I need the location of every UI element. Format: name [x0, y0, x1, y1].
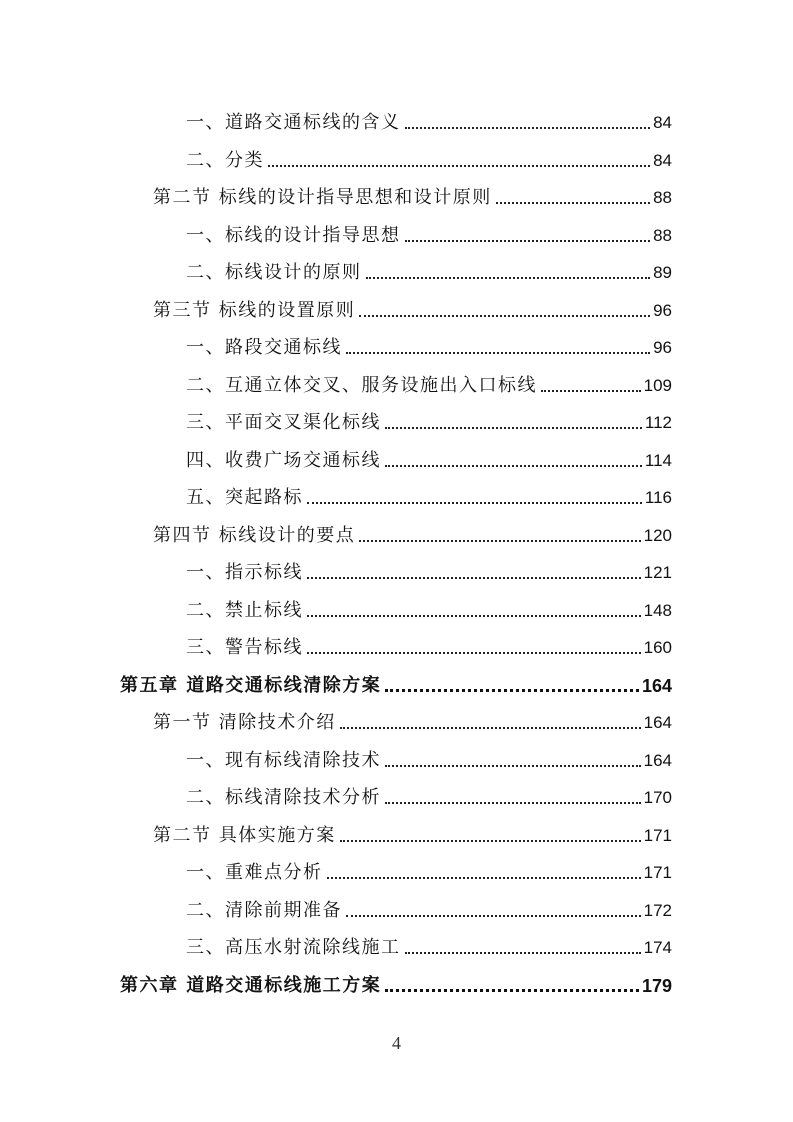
- toc-entry-page: 164: [641, 675, 672, 696]
- toc-subsection-entry[interactable]: [186, 925, 672, 959]
- dot-leader: [541, 390, 641, 392]
- toc-section-entry[interactable]: [153, 513, 672, 547]
- dot-leader: [385, 689, 639, 692]
- toc-entry-page: 171: [643, 825, 672, 845]
- toc-entry-title: 二、标线清除技术分析: [186, 787, 381, 808]
- toc-entry-page: 160: [643, 638, 672, 657]
- dot-leader: [385, 765, 641, 767]
- toc-entry-page: 84: [653, 113, 672, 132]
- toc-entry-title: 一、现有标线清除技术: [186, 749, 381, 771]
- toc-subsection-entry[interactable]: [186, 888, 672, 922]
- toc-entry-page: 179: [641, 975, 672, 996]
- dot-leader: [307, 652, 641, 654]
- toc-entry-page: 148: [643, 600, 672, 620]
- dot-leader: [340, 840, 641, 842]
- toc-entry-title: 五、突起路标: [186, 487, 303, 508]
- dot-leader: [346, 915, 641, 917]
- dot-leader: [385, 427, 642, 429]
- toc-subsection-entry[interactable]: [186, 438, 672, 472]
- toc-subsection-entry[interactable]: [186, 138, 672, 172]
- toc-entry-title: 三、警告标线: [186, 637, 303, 658]
- toc-subsection-entry[interactable]: [186, 213, 672, 247]
- toc-entry-title: 四、收费广场交通标线: [186, 449, 381, 471]
- toc-subsection-entry[interactable]: [186, 100, 672, 134]
- toc-entry-title: 第五章 道路交通标线清除方案: [120, 674, 382, 696]
- toc-entry-title: 三、平面交叉渠化标线: [186, 412, 381, 433]
- dot-leader: [405, 952, 641, 954]
- toc-entry-page: 96: [653, 300, 672, 320]
- toc-entry-title: 一、道路交通标线的含义: [186, 112, 401, 133]
- toc-subsection-entry[interactable]: [186, 550, 672, 584]
- toc-entry-title: 二、清除前期准备: [186, 899, 342, 921]
- toc-entry-page: 89: [653, 263, 672, 282]
- toc-entry-title: 二、标线设计的原则: [186, 262, 362, 283]
- toc-entry-title: 二、互通立体交叉、服务设施出入口标线: [186, 374, 537, 396]
- dot-leader: [327, 877, 641, 879]
- toc-section-entry[interactable]: [153, 288, 672, 322]
- toc-entry-title: 第一节 清除技术介绍: [153, 712, 336, 733]
- toc-entry-page: 172: [643, 900, 672, 920]
- toc-subsection-entry[interactable]: [186, 625, 672, 659]
- toc-entry-title: 第二节 具体实施方案: [153, 824, 336, 846]
- toc-entry-title: 一、指示标线: [186, 562, 303, 583]
- dot-leader: [307, 615, 641, 617]
- dot-leader: [359, 315, 650, 317]
- toc-entry-page: 88: [653, 225, 672, 245]
- toc-entry-page: 120: [643, 525, 672, 545]
- toc-section-entry[interactable]: [153, 175, 672, 209]
- dot-leader: [385, 465, 642, 467]
- toc-entry-page: 170: [643, 788, 672, 807]
- dot-leader: [268, 165, 650, 167]
- toc-entry-title: 第六章 道路交通标线施工方案: [120, 974, 382, 996]
- toc-entry-title: 二、禁止标线: [186, 599, 303, 621]
- toc-entry-title: 三、高压水射流除线施工: [186, 937, 401, 958]
- dot-leader: [496, 202, 650, 204]
- toc-entry-title: 一、路段交通标线: [186, 337, 342, 358]
- toc-entry-title: 一、标线的设计指导思想: [186, 224, 401, 246]
- dot-leader: [307, 502, 642, 504]
- dot-leader: [359, 540, 640, 542]
- toc-subsection-entry[interactable]: [186, 250, 672, 284]
- dot-leader: [346, 352, 650, 354]
- dot-leader: [385, 989, 639, 992]
- page-number: 4: [392, 1033, 401, 1053]
- toc-entry-page: 164: [643, 750, 672, 770]
- toc-section-entry[interactable]: [153, 700, 672, 734]
- dot-leader: [405, 240, 651, 242]
- toc-entry-page: 171: [643, 863, 672, 882]
- toc-entry-title: 第三节 标线的设置原则: [153, 299, 356, 321]
- dot-leader: [366, 277, 651, 279]
- toc-entry-page: 112: [644, 413, 672, 432]
- toc-entry-page: 114: [644, 450, 672, 470]
- toc-subsection-entry[interactable]: [186, 588, 672, 622]
- toc-entry-page: 174: [643, 938, 672, 957]
- toc-entry-title: 二、分类: [186, 149, 264, 171]
- toc-subsection-entry[interactable]: [186, 400, 672, 434]
- toc-entry-page: 164: [643, 713, 672, 732]
- toc-entry-page: 84: [653, 150, 672, 170]
- toc-subsection-entry[interactable]: [186, 325, 672, 359]
- toc-entry-page: 88: [653, 188, 672, 207]
- toc-entry-page: 109: [643, 375, 672, 395]
- toc-subsection-entry[interactable]: [186, 475, 672, 509]
- dot-leader: [307, 577, 641, 579]
- toc-subsection-entry[interactable]: [186, 738, 672, 772]
- toc-subsection-entry[interactable]: [186, 775, 672, 809]
- toc-subsection-entry[interactable]: [186, 363, 672, 397]
- toc-entry-title: 一、重难点分析: [186, 862, 323, 883]
- toc-chapter-entry[interactable]: [120, 963, 672, 997]
- dot-leader: [405, 127, 651, 129]
- toc-chapter-entry[interactable]: [120, 663, 672, 697]
- toc-entry-page: 116: [644, 488, 672, 507]
- dot-leader: [385, 802, 641, 804]
- toc-section-entry[interactable]: [153, 813, 672, 847]
- toc-entry-title: 第二节 标线的设计指导思想和设计原则: [153, 187, 492, 208]
- toc-entry-page: 96: [653, 338, 672, 357]
- toc-subsection-entry[interactable]: [186, 850, 672, 884]
- toc-entry-page: 121: [643, 563, 672, 582]
- toc-entry-title: 第四节 标线设计的要点: [153, 524, 356, 546]
- dot-leader: [340, 727, 641, 729]
